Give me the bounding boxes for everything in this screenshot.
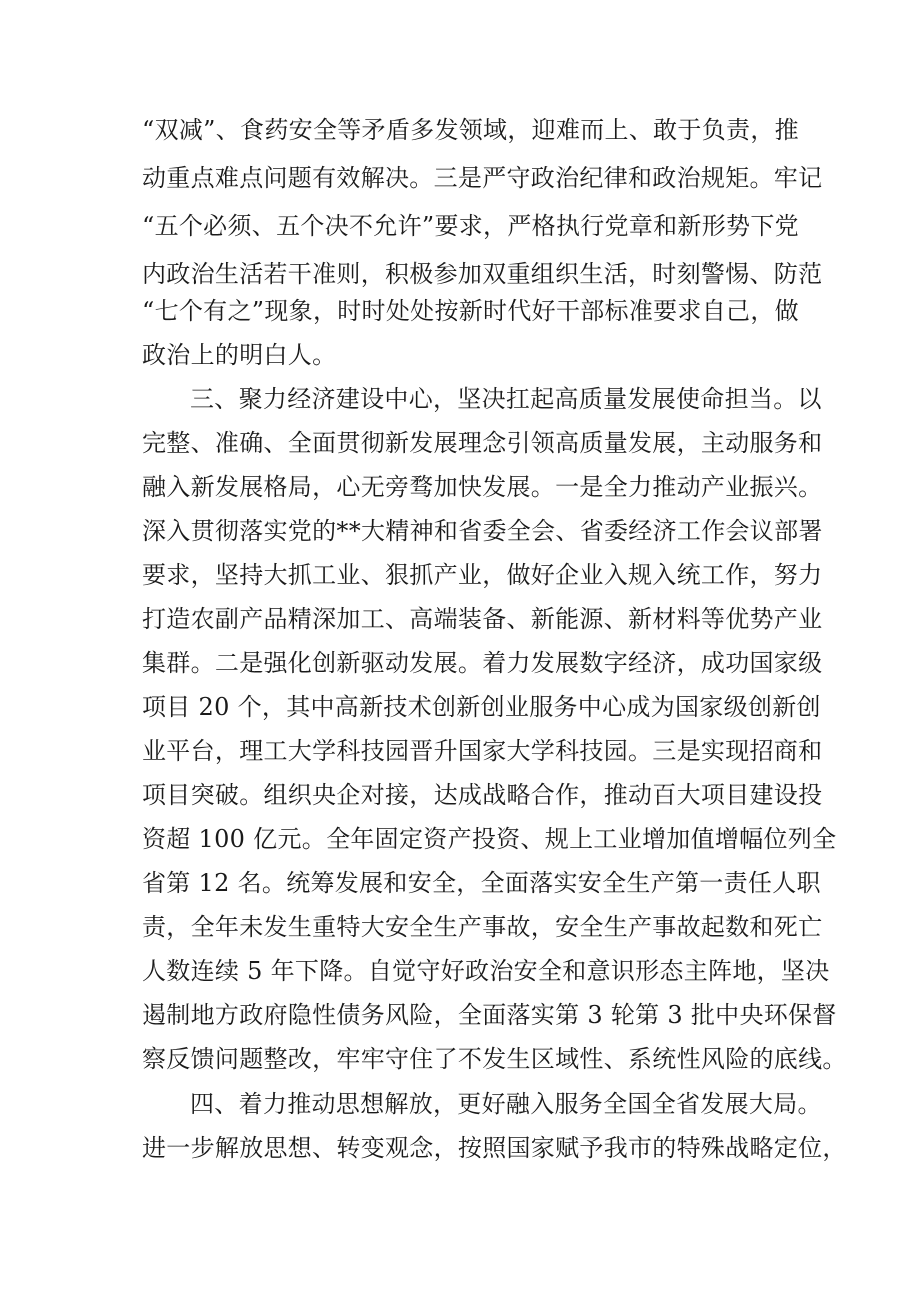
text-line: 人数连续 5 年下降。自觉守好政治安全和意识形态主阵地，坚决 [142,957,830,985]
text-line: 省第 12 名。统筹发展和安全，全面落实安全生产第一责任人职 [142,869,821,897]
text-line: 打造农副产品精深加工、高端装备、新能源、新材料等优势产业 [142,605,823,633]
text-line: 要求，坚持大抓工业、狠抓产业，做好企业入规入统工作，努力 [142,561,823,589]
text-line: “双减”、食药安全等矛盾多发领域，迎难而上、敢于负责，推 [142,116,799,144]
text-line: 项目 20 个，其中高新技术创新创业服务中心成为国家级创新创 [142,693,821,721]
text-line: 深入贯彻落实党的**大精神和省委全会、省委经济工作会议部署 [142,517,823,545]
text-line: 融入新发展格局，心无旁骛加快发展。一是全力推动产业振兴。 [142,473,823,501]
text-line: 动重点难点问题有效解决。三是严守政治纪律和政治规矩。牢记 [142,164,823,192]
text-line: 察反馈问题整改，牢牢守住了不发生区域性、系统性风险的底线。 [142,1045,847,1073]
text-line: 资超 100 亿元。全年固定资产投资、规上工业增加值增幅位列全 [142,825,837,853]
text-line: 政治上的明白人。 [142,341,337,369]
text-line: 进一步解放思想、转变观念，按照国家赋予我市的特殊战略定位， [142,1134,847,1162]
text-line: 内政治生活若干准则，积极参加双重组织生活，时刻警惕、防范 [142,260,823,288]
text-line: “五个必须、五个决不允许”要求，严格执行党章和新形势下党 [142,212,799,240]
text-line: 项目突破。组织央企对接，达成战略合作，推动百大项目建设投 [142,781,823,809]
text-line: “七个有之”现象，时时处处按新时代好干部标准要求自己，做 [142,297,799,325]
text-line: 业平台，理工大学科技园晋升国家大学科技园。三是实现招商和 [142,737,823,765]
text-line: 完整、准确、全面贯彻新发展理念引领高质量发展，主动服务和 [142,429,823,457]
section-heading-4: 四、着力推动思想解放，更好融入服务全国全省发展大局。 [190,1090,822,1118]
text-line: 遏制地方政府隐性债务风险，全面落实第 3 轮第 3 批中央环保督 [142,1001,837,1029]
text-line: 责，全年未发生重特大安全生产事故，安全生产事故起数和死亡 [142,913,823,941]
section-heading-3: 三、聚力经济建设中心，坚决扛起高质量发展使命担当。以 [190,385,822,413]
text-line: 集群。二是强化创新驱动发展。着力发展数字经济，成功国家级 [142,649,823,677]
